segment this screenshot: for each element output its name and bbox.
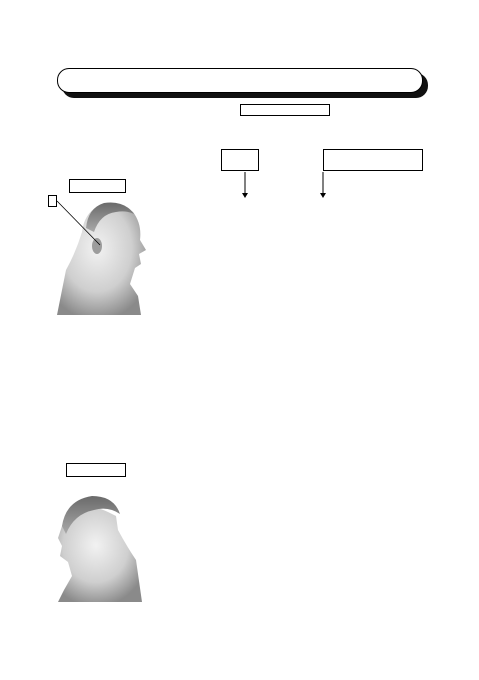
scale-min-box bbox=[221, 149, 259, 171]
right-profile-bust-icon bbox=[57, 202, 146, 315]
right-side-label bbox=[69, 179, 126, 193]
marker-number-box bbox=[48, 195, 57, 207]
left-side-label bbox=[66, 463, 126, 477]
title-banner bbox=[57, 68, 423, 93]
marker-pointer-line bbox=[57, 201, 100, 245]
intensite-heading-box bbox=[240, 104, 330, 116]
scale-max-box bbox=[323, 149, 423, 171]
left-profile-bust-icon bbox=[58, 496, 142, 602]
